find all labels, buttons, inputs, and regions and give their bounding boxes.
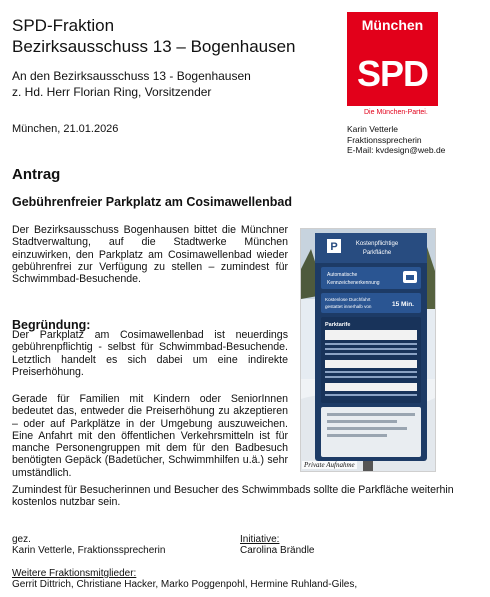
reason-paragraph-3: Zumindest für Besucherinnen und Besucher des Schwimmbads sollte die Parkfläche weiterhin kostenlos nutzbar sein. [12, 484, 454, 509]
reason-heading: Begründung: [12, 318, 91, 332]
party-name: SPD-Fraktion [12, 16, 115, 35]
parking-sign-photo [300, 228, 436, 472]
document-date: München, 21.01.2026 [12, 123, 119, 135]
reason-paragraph-2: Gerade für Familien mit Kindern oder SeniorInnen bedeutet das, entweder die Preiserhöhung zu akzeptieren – oder auf Parkplätze in der Umgebung auszuweichen. Eine Anfahrt mit den öffentlichen Verkehrsmitteln ist für manche Personengruppen mit dem für den Badbesuch benötigten Gepäck (Badetücher, Schwimmhilfen u.ä.) sehr umständlich. [12, 393, 288, 479]
spd-logo [347, 12, 438, 106]
document-subtitle: Gebührenfreier Parkplatz am Cosimawellenbad [12, 195, 292, 209]
recipient-address [12, 68, 251, 100]
sign-tariff-title: Parktarife [325, 322, 351, 328]
logo-tagline: Die München-Partei. [364, 109, 428, 116]
address-line-2: z. Hd. Herr Florian Ring, Vorsitzender [12, 85, 212, 99]
members-names: Gerrit Dittrich, Christiane Hacker, Marko Poggenpohl, Hermine Ruhland-Giles, [12, 579, 358, 590]
photo-illustration [301, 229, 436, 472]
members-label: Weitere Fraktionsmitglieder: [12, 568, 137, 579]
photo-caption: Private Aufnahme [304, 461, 355, 469]
request-paragraph: Der Bezirksausschuss Bogenhausen bittet die Münchner Stadtverwaltung, auf die Stadtwerke München einzuwirken, den Parkplatz am Cosimawellenbad wieder gebührenfrei zur Verfügung zu stellen – zumindest für Schwimmbad-Besuchende. [12, 224, 288, 286]
logo-mark: SPD [356, 53, 429, 94]
sign-auto-line-1: Automatische [327, 272, 358, 278]
initiative-name: Carolina Brändle [240, 545, 315, 556]
contact-role: Fraktionssprecherin [347, 134, 422, 145]
svg-text:P: P [330, 241, 338, 253]
contact-email: E-Mail: kvdesign@web.de [347, 145, 446, 155]
signature-gez: gez. [12, 534, 31, 545]
reason-paragraph-1: Der Parkplatz am Cosimawellenbad ist neuerdings gebührenpflichtig - selbst für Schwimmbad-Besuchende. Letztlich handelt es sich dabei um eine indirekte Preiserhöhung. [12, 329, 288, 378]
address-line-1: An den Bezirksausschuss 13 - Bogenhausen [12, 69, 251, 83]
contact-block [347, 124, 445, 156]
committee-name: Bezirksausschuss 13 – Bogenhausen [12, 37, 296, 56]
document-title: Antrag [12, 166, 61, 183]
sign-header-line-1: Kostenpflichtige [355, 241, 399, 247]
initiative-label: Initiative: [240, 534, 280, 545]
sign-free-line-1: Kostenlose Durchfahrt [325, 297, 371, 302]
signature-name: Karin Vetterle, Fraktionssprecherin [12, 545, 166, 556]
sign-header-line-2: Parkfläche [362, 250, 392, 256]
sign-free-line-2: gestattet innerhalb von [325, 304, 372, 309]
contact-name: Karin Vetterle [347, 124, 399, 134]
sign-minutes: 15 Min. [391, 301, 414, 308]
sign-auto-line-2: Kennzeichenerkennung [327, 280, 380, 286]
logo-city: München [361, 17, 424, 33]
